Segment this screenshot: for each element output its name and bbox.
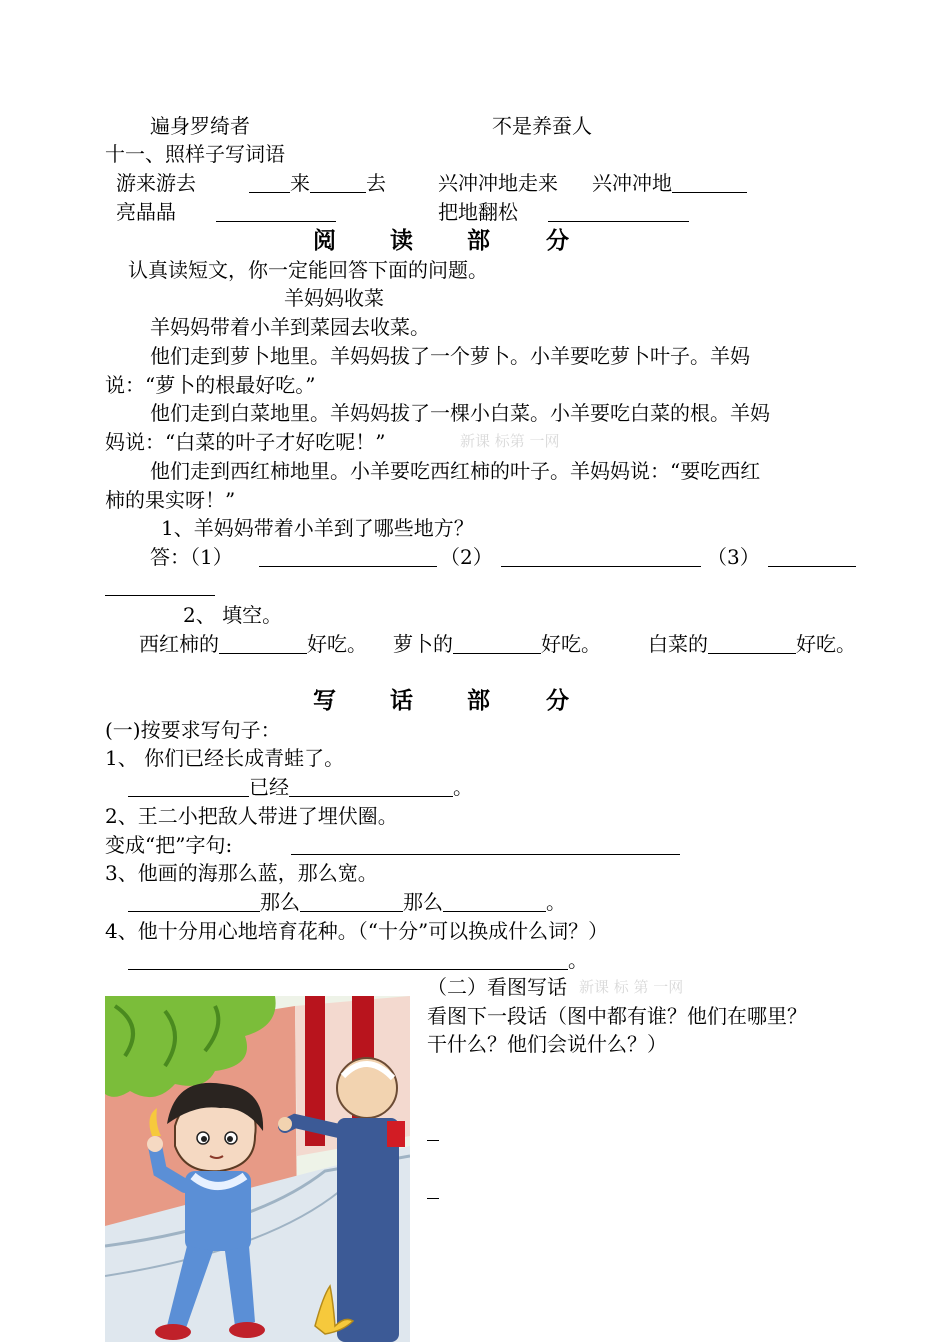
blank[interactable] <box>672 173 747 193</box>
picture-instruction: 干什么？他们会说什么？） <box>427 1032 667 1056</box>
fill-text: 萝卜的 <box>393 632 453 656</box>
writing-line-stub[interactable] <box>427 1198 439 1199</box>
question-1: 1、羊妈妈带着小羊到了哪些地方？ <box>161 516 474 540</box>
question-2: 2、 填空。 <box>183 603 283 627</box>
sentence-2-prompt: 变成“把”字句: <box>105 833 233 857</box>
writing-part-1: (一)按要求写句子： <box>105 718 281 742</box>
example-word-3: 亮晶晶 <box>116 200 176 224</box>
blank[interactable] <box>249 173 290 193</box>
story-paragraph: 他们走到白菜地里。羊妈妈拔了一棵小白菜。小羊要吃白菜的根。羊妈 <box>150 401 770 425</box>
blank[interactable] <box>128 950 568 970</box>
answer-blank-1[interactable] <box>259 547 437 567</box>
answer-label-3: （3） <box>707 545 760 569</box>
fill-text: 好吃。 <box>796 632 856 656</box>
blank[interactable] <box>289 777 453 797</box>
sentence-1-fill <box>128 777 473 797</box>
answer-label-2: （2） <box>440 545 493 569</box>
fill-radish <box>393 634 601 654</box>
story-paragraph: 说：“萝卜的根最好吃。” <box>105 373 316 397</box>
answer-blank-3[interactable] <box>768 547 856 567</box>
blank[interactable] <box>128 777 249 797</box>
writing-heading-char: 话 <box>390 687 413 714</box>
lai-char: 来 <box>290 171 310 195</box>
fill-text: 白菜的 <box>648 632 708 656</box>
sentence-4: 4、他十分用心地培育花种。（“十分”可以换成什么词？） <box>105 919 609 943</box>
reading-instruction: 认真读短文，你一定能回答下面的问题。 <box>128 258 488 282</box>
fill-text: 好吃。 <box>307 632 367 656</box>
reading-heading-char: 读 <box>390 227 413 254</box>
writing-heading-char: 分 <box>546 687 569 714</box>
blank[interactable] <box>300 892 403 912</box>
fill-xingchongchong <box>592 173 747 193</box>
writing-line-stub[interactable] <box>427 1140 439 1141</box>
blank[interactable] <box>219 634 307 654</box>
blank[interactable] <box>443 892 546 912</box>
blank[interactable] <box>453 634 541 654</box>
answer-blank-3-cont[interactable] <box>105 576 215 596</box>
sentence-3: 3、他画的海那么蓝，那么宽。 <box>105 861 378 885</box>
period: 。 <box>453 775 473 799</box>
fill-text: 那么 <box>403 890 443 914</box>
blank[interactable] <box>708 634 796 654</box>
sentence-1: 1、 你们已经长成青蛙了。 <box>105 746 345 770</box>
story-paragraph: 羊妈妈带着小羊到菜园去收菜。 <box>150 315 430 339</box>
fill-text: 好吃。 <box>541 632 601 656</box>
sentence-2-blank[interactable] <box>291 835 680 855</box>
watermark: 新课 标第 一网 <box>460 432 560 450</box>
fill-lai-qu <box>249 173 386 193</box>
writing-part-2: （二）看图写话 <box>427 975 567 999</box>
sentence-3-fill <box>128 892 566 912</box>
blank[interactable] <box>310 173 366 193</box>
blank[interactable] <box>128 892 260 912</box>
fill-text: 那么 <box>260 890 300 914</box>
reading-heading-char: 分 <box>546 227 569 254</box>
poem-left: 遍身罗绮者 <box>150 114 250 138</box>
fill-text: 西红柿的 <box>139 632 219 656</box>
writing-heading-char: 部 <box>467 687 490 714</box>
answer-blank-2[interactable] <box>501 547 701 567</box>
blank[interactable] <box>548 202 689 222</box>
prompt-text: 兴冲冲地 <box>592 171 672 195</box>
period: 。 <box>546 890 566 914</box>
picture-instruction: 看图下一段话（图中都有谁？他们在哪里？ <box>427 1004 807 1028</box>
fill-tomato <box>139 634 367 654</box>
example-word-4: 把地翻松 <box>438 200 518 224</box>
sentence-4-fill <box>128 950 588 970</box>
writing-heading-char: 写 <box>313 687 336 714</box>
reading-heading-char: 阅 <box>313 227 336 254</box>
fill-cabbage <box>648 634 856 654</box>
poem-right: 不是养蚕人 <box>492 114 592 138</box>
example-word-1: 游来游去 <box>116 171 196 195</box>
period: 。 <box>568 948 588 972</box>
story-paragraph: 妈说：“白菜的叶子才好吃呢！” <box>105 430 386 454</box>
reading-heading-char: 部 <box>467 227 490 254</box>
story-paragraph: 他们走到萝卜地里。羊妈妈拔了一个萝卜。小羊要吃萝卜叶子。羊妈 <box>150 344 750 368</box>
story-paragraph: 他们走到西红柿地里。小羊要吃西红柿的叶子。羊妈妈说：“要吃西红 <box>150 459 761 483</box>
sentence-2: 2、王二小把敌人带进了埋伏圈。 <box>105 804 398 828</box>
qu-char: 去 <box>366 171 386 195</box>
watermark: 新课 标 第 一网 <box>579 978 684 996</box>
answer-label: 答：（1） <box>150 545 233 569</box>
example-word-2: 兴冲冲地走来 <box>438 171 558 195</box>
story-title: 羊妈妈收菜 <box>284 286 384 310</box>
illustration-boy-and-grandpa <box>105 996 410 1342</box>
story-paragraph: 柿的果实呀！” <box>105 488 236 512</box>
section-11-title: 十一、照样子写词语 <box>105 142 285 166</box>
fill-text: 已经 <box>249 775 289 799</box>
blank[interactable] <box>216 202 336 222</box>
